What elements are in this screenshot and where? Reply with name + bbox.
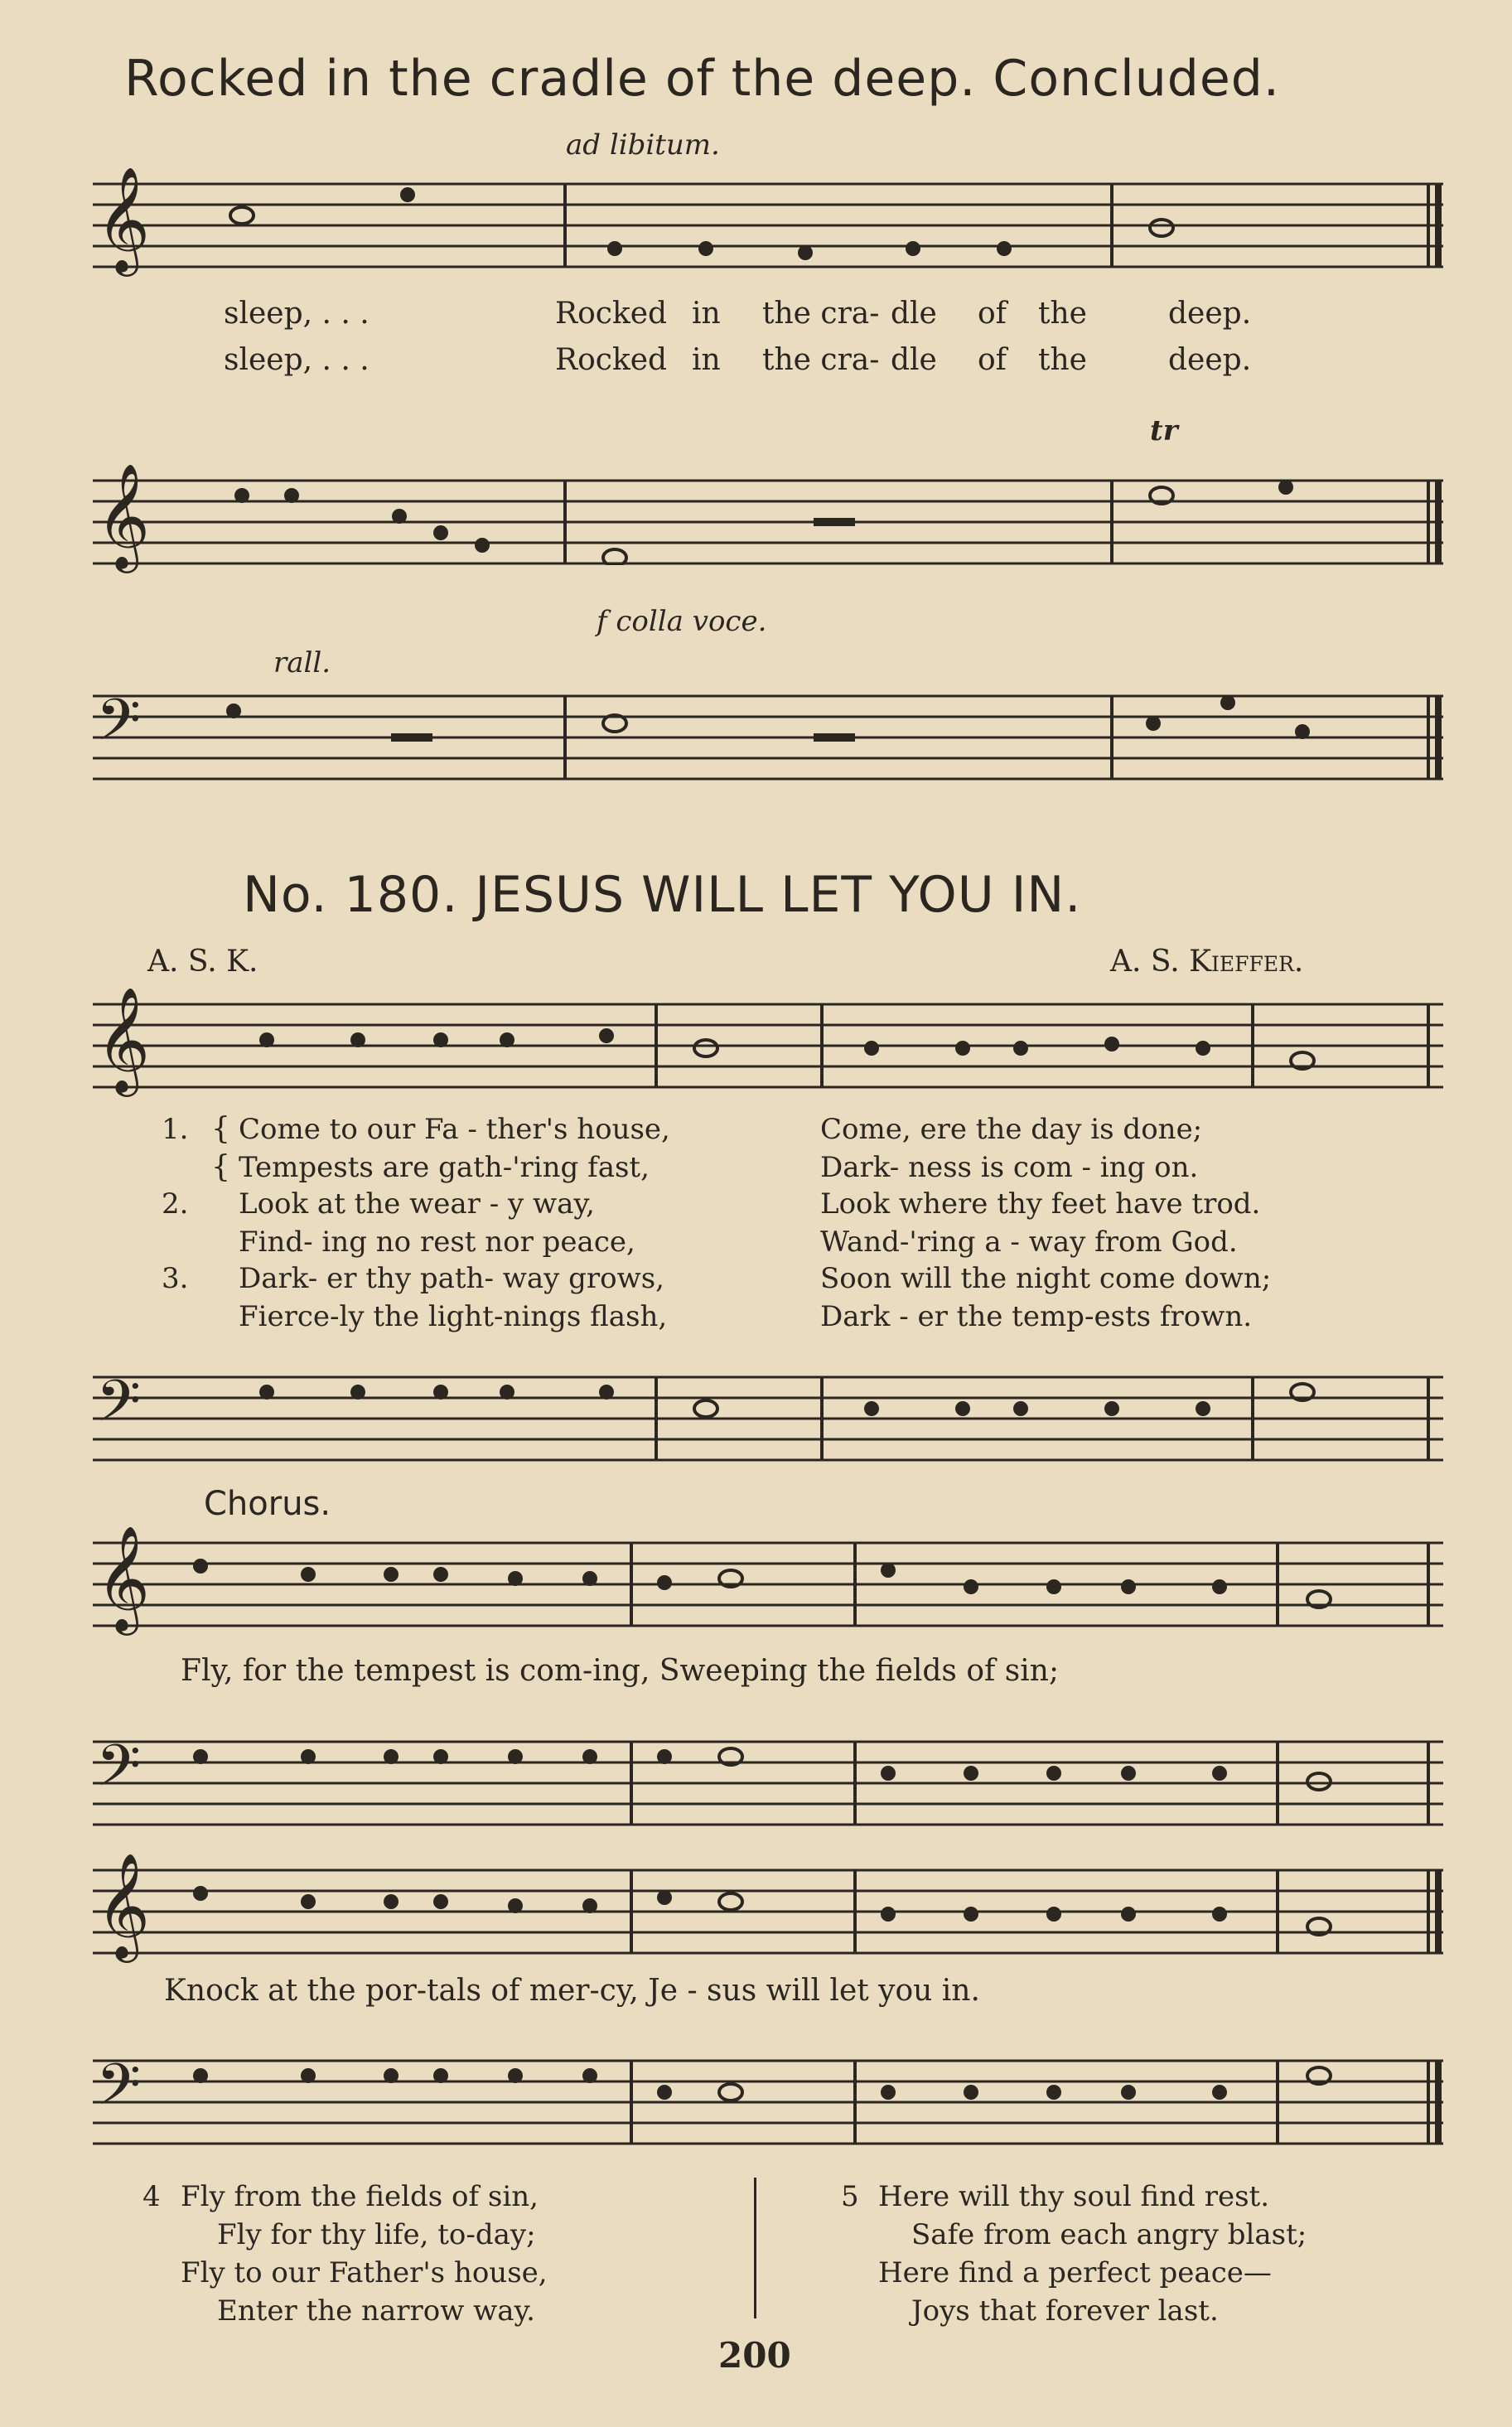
lyric-word: of [978,343,1007,377]
verse-number: 1. [162,1113,189,1146]
lyric-word: dle [891,297,937,331]
treble-clef-icon: 𝄞 [96,1525,151,1631]
staff-voice-1 [93,182,1443,268]
lyric-word: in [692,343,721,377]
lyric-word: sleep, . . . [224,297,370,331]
lyric-word: deep. [1168,297,1252,331]
lyric-word: in [692,297,721,331]
brace: { { [211,1112,230,1184]
song-title: No. 180. JESUS WILL LET YOU IN. [243,866,1082,924]
lyric-word: the [1038,297,1087,331]
verse-4-line: Fly for thy life, to-day; [217,2218,536,2251]
staff-chorus-bass-2 [93,2059,1443,2145]
lyric-word: sleep, . . . [224,343,370,377]
verse-5-number: 5 [841,2180,859,2213]
rall-mark: rall. [273,646,331,679]
lyricist: A. S. K. [147,945,258,979]
verse-2-line-a: Look at the wear - y way, [239,1187,595,1221]
verse-3-line-b: Soon will the night come down; [820,1262,1272,1295]
trill-mark: tr [1150,414,1178,447]
staff-bass-2 [93,1375,1443,1462]
colla-voce-mark: f colla voce. [597,605,767,638]
verse-1-line-b: Come, ere the day is done; [820,1113,1203,1146]
chorus-lyric-line-2: Knock at the por-tals of mer-cy, Je - sus will let you in. [164,1974,980,2008]
bass-clef-icon: 𝄢 [96,2051,142,2132]
ad-libitum-mark: ad libitum. [566,128,720,162]
composer: A. S. Kieffer. [1110,945,1304,979]
lyric-word: Rocked [555,343,668,377]
lyric-word: dle [891,343,937,377]
lyric-word: the cra- [762,343,880,377]
verse-1-line-d: Dark- ness is com - ing on. [820,1151,1199,1184]
verse-5-line: Here find a perfect peace— [878,2256,1272,2289]
chorus-lyric-line-1: Fly, for the tempest is com-ing, Sweeping the fields of sin; [181,1654,1060,1688]
lyric-word: Rocked [555,297,668,331]
verse-5-line: Safe from each angry blast; [911,2218,1307,2251]
verse-1-line-c: Tempests are gath-'ring fast, [239,1151,650,1184]
verse-3-line-c: Fierce-ly the light-nings flash, [239,1300,668,1333]
verse-4-line: Enter the narrow way. [217,2294,535,2328]
bass-clef-icon: 𝄢 [96,686,142,767]
staff-piano-treble-1 [93,479,1443,565]
verse-4-line: Fly to our Father's house, [181,2256,548,2289]
staff-chorus-bass-1 [93,1740,1443,1826]
verse-2-line-d: Wand-'ring a - way from God. [820,1226,1238,1259]
lyric-word: deep. [1168,343,1252,377]
verse-4-number: 4 [143,2180,161,2213]
verse-5-line: Joys that forever last. [911,2294,1219,2328]
page-number: 200 [718,2335,791,2376]
verse-number: 3. [162,1262,189,1295]
verse-3-line-a: Dark- er thy path- way grows, [239,1262,664,1295]
bass-clef-icon: 𝄢 [96,1367,142,1448]
verse-number: 2. [162,1187,189,1221]
staff-piano-bass-1 [93,694,1443,781]
verse-3-line-d: Dark - er the temp-ests frown. [820,1300,1253,1333]
treble-clef-icon: 𝄞 [96,986,151,1092]
treble-clef-icon: 𝄞 [96,1852,151,1958]
verse-divider [754,2178,756,2318]
verse-5-line: Here will thy soul find rest. [878,2180,1269,2213]
verse-1-line-a: Come to our Fa - ther's house, [239,1113,670,1146]
verse-4-line: Fly from the fields of sin, [181,2180,539,2213]
top-title: Rocked in the cradle of the deep. Concluded. [124,50,1280,108]
treble-clef-icon: 𝄞 [96,462,151,568]
staff-voice-2 [93,1003,1443,1089]
staff-chorus-treble-1 [93,1541,1443,1627]
chorus-label: Chorus. [204,1485,331,1523]
staff-chorus-treble-2 [93,1869,1443,1955]
treble-clef-icon: 𝄞 [96,166,151,272]
verse-2-line-b: Look where thy feet have trod. [820,1187,1261,1221]
lyric-word: of [978,297,1007,331]
verse-2-line-c: Find- ing no rest nor peace, [239,1226,635,1259]
bass-clef-icon: 𝄢 [96,1732,142,1813]
lyric-word: the [1038,343,1087,377]
lyric-word: the cra- [762,297,880,331]
